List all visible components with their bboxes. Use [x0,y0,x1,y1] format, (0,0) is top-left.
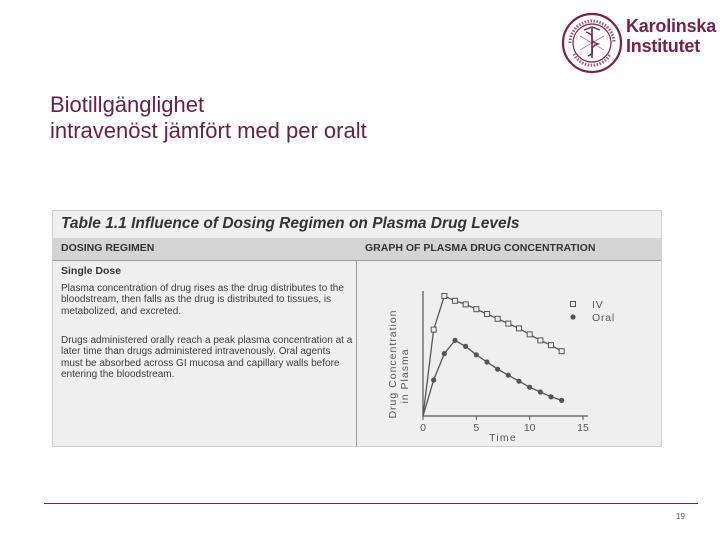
point-oral-9 [516,379,521,384]
logo-name-line1: Karolinska [626,16,717,36]
table-title: Table 1.1 Influence of Dosing Regimen on Plasma Drug Levels [61,215,520,232]
point-iv-12 [549,343,554,348]
legend-marker-oral [570,314,575,319]
point-oral-5 [474,352,479,357]
logo-name-line2: Institutet [626,36,700,56]
point-oral-4 [463,344,468,349]
point-iv-13 [559,349,564,354]
x-tick-label-0: 0 [420,422,426,434]
point-iv-4 [463,302,468,307]
page-number: 19 [676,512,685,521]
y-axis-label-line2: in Plasma [399,348,411,404]
point-iv-11 [538,338,543,343]
point-iv-7 [495,316,500,321]
column-header-dosing-regimen: DOSING REGIMEN [61,242,155,254]
x-axis-label: Time [489,432,517,444]
point-oral-11 [538,389,543,394]
column-header-graph: GRAPH OF PLASMA DRUG CONCENTRATION [365,242,596,254]
y-axis-label-line1: Drug Concentration [387,309,399,419]
point-oral-2 [442,351,447,356]
plasma-concentration-chart [358,261,658,446]
row-label-single-dose: Single Dose [61,265,122,277]
point-oral-7 [495,367,500,372]
x-tick-label-10: 10 [523,422,536,434]
karolinska-logo [560,10,717,76]
legend-label-oral: Oral [592,312,616,324]
legend-marker-iv [571,302,576,307]
point-iv-1 [431,327,436,332]
scanned-table-figure [52,210,662,447]
point-iv-6 [485,312,490,317]
point-oral-6 [484,359,489,364]
point-oral-10 [527,385,532,390]
logo-wordmark [626,16,716,56]
point-oral-8 [506,373,511,378]
point-iv-8 [506,321,511,326]
point-iv-2 [442,294,447,299]
point-iv-10 [527,332,532,337]
point-iv-3 [453,298,458,303]
point-iv-9 [517,326,522,331]
point-oral-13 [559,398,564,403]
legend-label-iv: IV [592,299,604,311]
x-tick-label-15: 15 [577,422,589,434]
slide-title-line2: intravenöst jämfört med per oralt [50,118,367,143]
point-oral-3 [452,338,457,343]
slide-title [50,92,367,144]
paragraph-plasma-concentration: Plasma concentration of drug rises as the drug distributes to the bloodstream, then falls as the drug is distributed to tissues, is metabolized, and excreted. [61,283,344,317]
point-oral-12 [548,394,553,399]
point-iv-5 [474,307,479,312]
point-oral-1 [431,377,436,382]
karolinska-seal-icon [560,10,624,76]
paragraph-oral-administration: Drugs administered orally reach a peak plasma concentration at a later time than drugs administered intravenously. Oral agents must be absorbed across GI mucosa and capillary walls before entering the bloodstream. [61,335,353,381]
footer-divider [44,503,698,504]
table-divider-vertical [356,260,357,446]
x-tick-label-5: 5 [473,422,480,434]
slide-title-line1: Biotillgänglighet [50,92,205,117]
